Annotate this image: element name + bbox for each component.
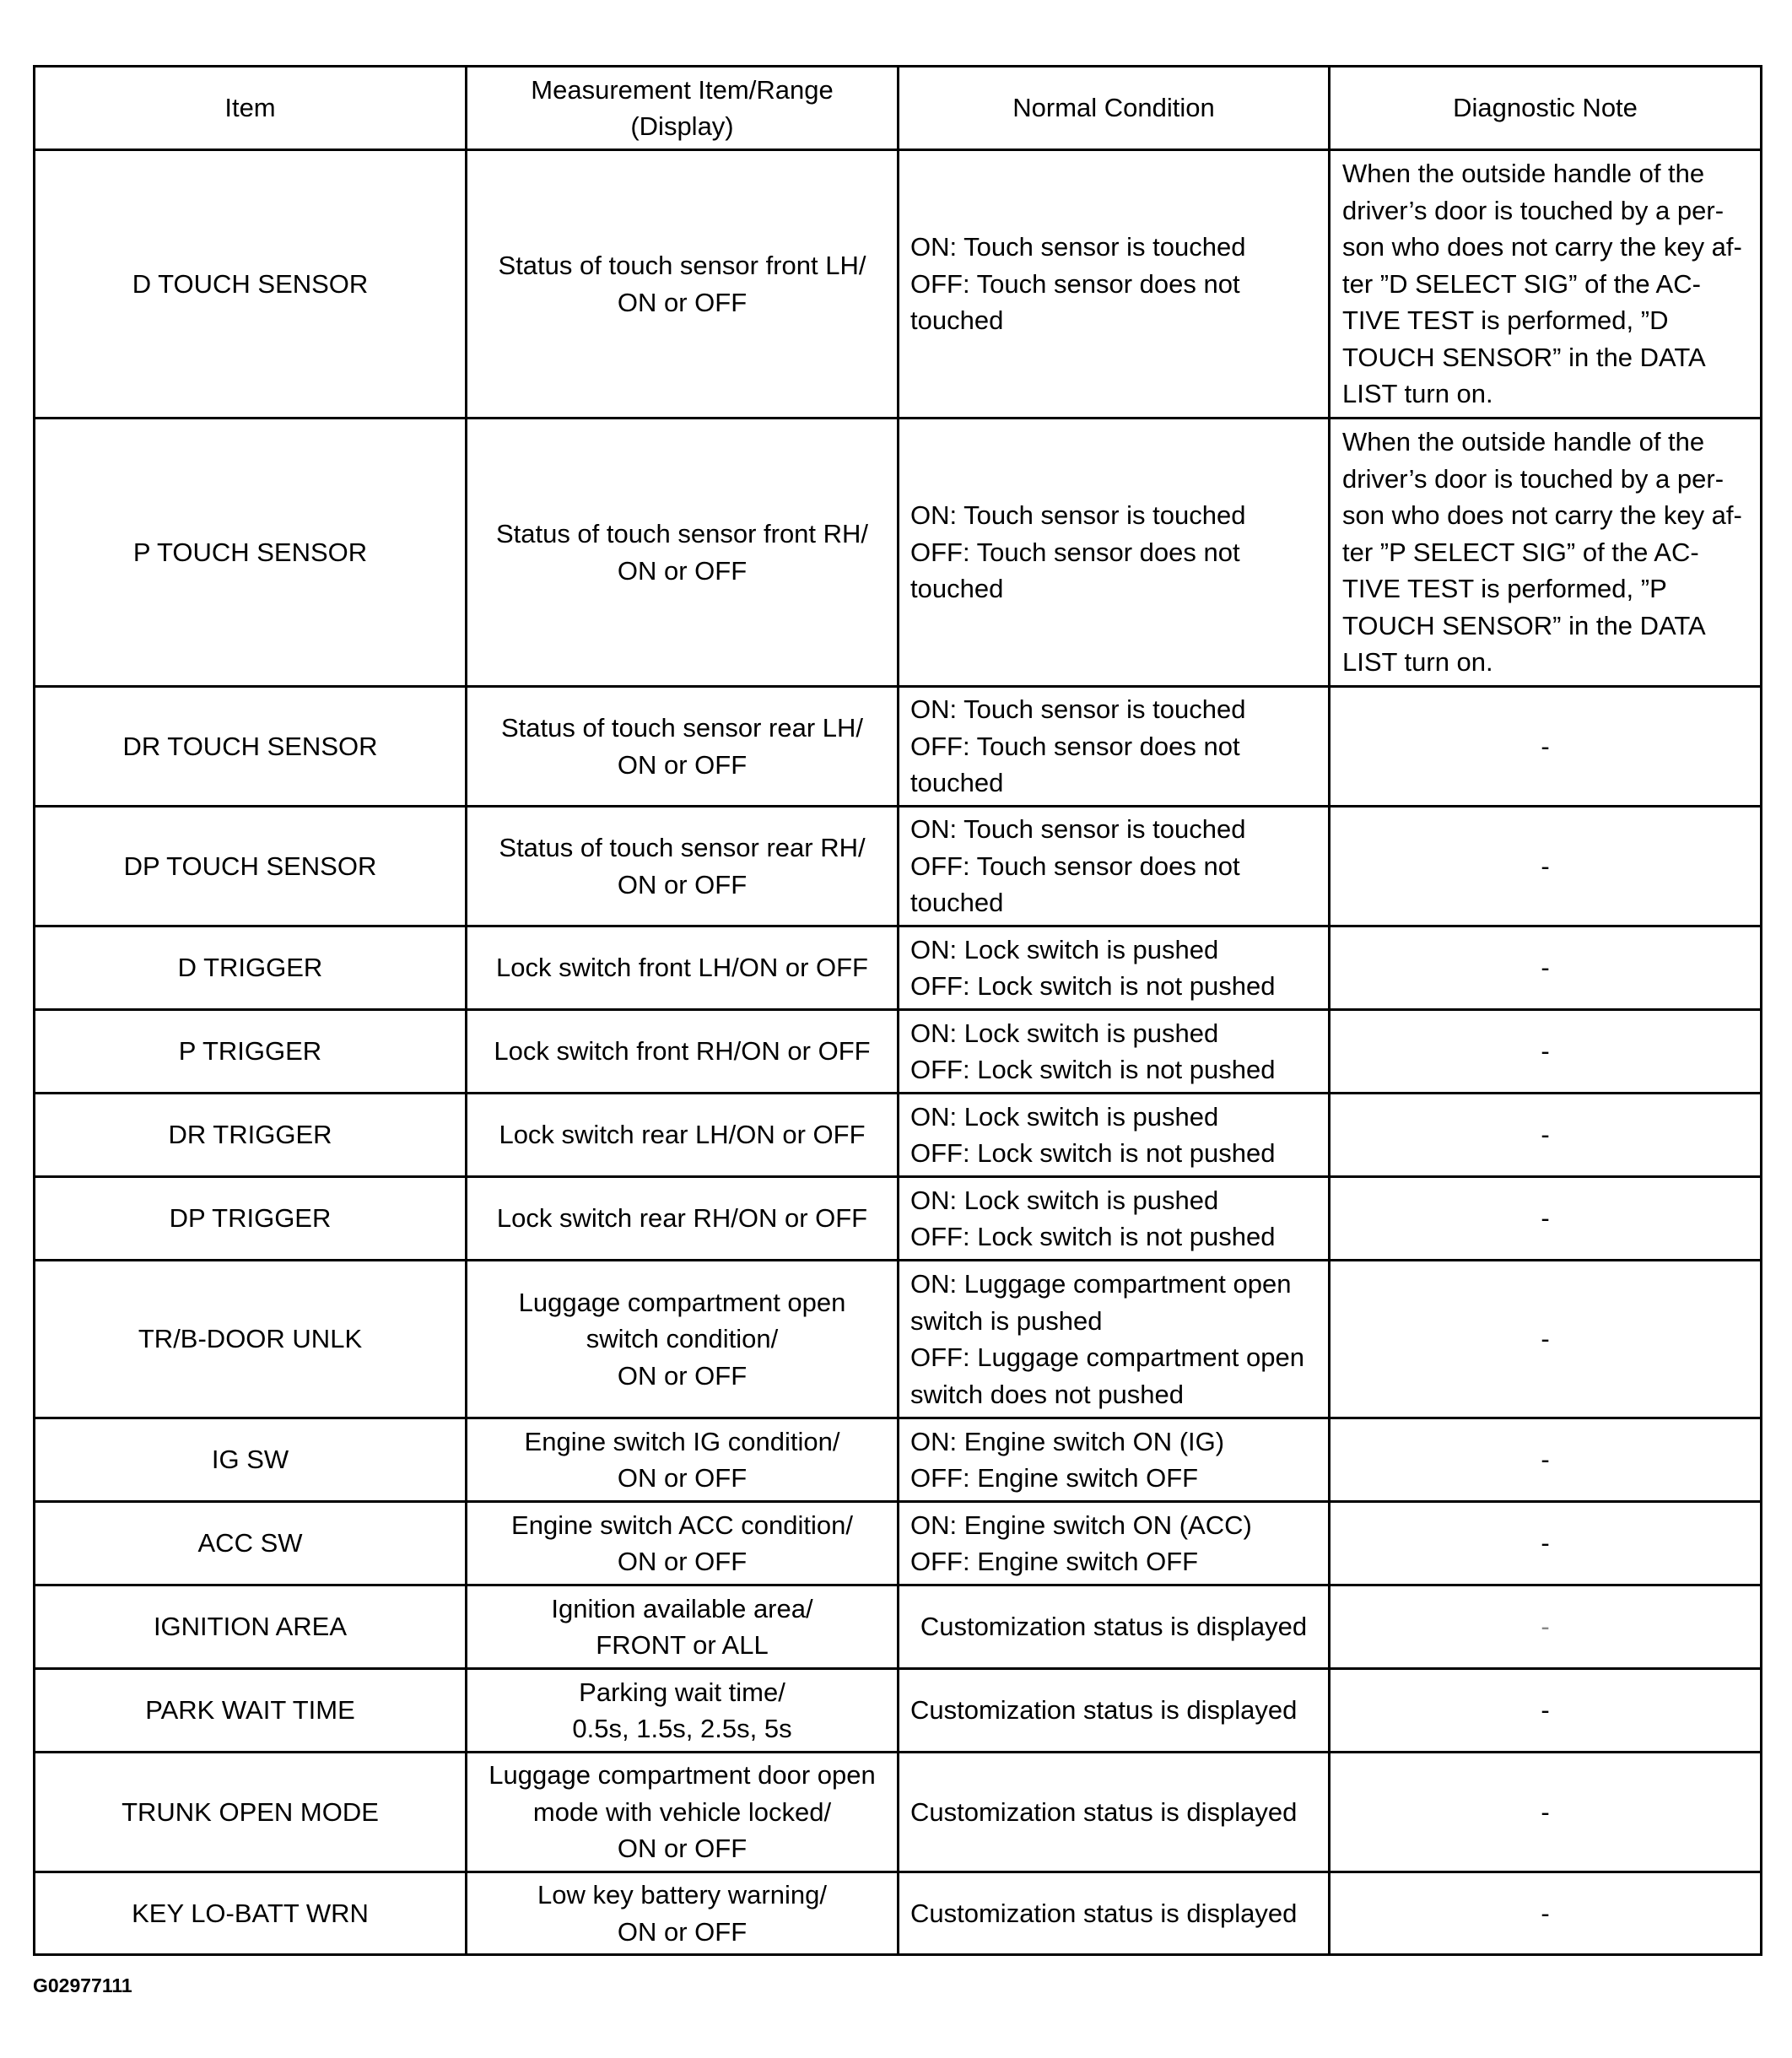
- normal-condition-cell: ON: Lock switch is pushed OFF: Lock switch is not pushed: [899, 1010, 1330, 1094]
- diagnostic-note-cell: When the outside handle of the driver’s door is touched by a per- son who does not carry the key af- ter ”D SELECT SIG” of the AC- TIVE TEST is performed, ”D TOUCH SENSOR” in the DATA LIST turn on.: [1330, 150, 1762, 419]
- diagnostic-note-cell: When the outside handle of the driver’s door is touched by a per- son who does not carry the key af- ter ”P SELECT SIG” of the AC- TIVE TEST is performed, ”P TOUCH SENSOR” in the DATA LIST turn on.: [1330, 419, 1762, 687]
- table-row: [35, 1502, 1762, 1585]
- normal-condition-cell: ON: Touch sensor is touched OFF: Touch sensor does not touched: [899, 150, 1330, 419]
- normal-condition-cell: ON: Touch sensor is touched OFF: Touch sensor does not touched: [899, 419, 1330, 687]
- item-cell: TRUNK OPEN MODE: [35, 1753, 467, 1872]
- measurement-cell: Low key battery warning/ ON or OFF: [467, 1872, 899, 1955]
- table-row: [35, 1177, 1762, 1261]
- measurement-cell: Status of touch sensor rear RH/ ON or OFF: [467, 807, 899, 926]
- header-normal-condition: Normal Condition: [899, 67, 1330, 150]
- diagnostic-note-cell: -: [1330, 1502, 1762, 1585]
- measurement-cell: Status of touch sensor front LH/ ON or OFF: [467, 150, 899, 419]
- diagnostic-note-cell: -: [1330, 1872, 1762, 1955]
- diagnostic-note-cell: -: [1330, 807, 1762, 926]
- data-list-table: [33, 65, 1762, 1956]
- diagnostic-note-cell: -: [1330, 1261, 1762, 1418]
- measurement-cell: Luggage compartment door open mode with vehicle locked/ ON or OFF: [467, 1753, 899, 1872]
- table-row: [35, 926, 1762, 1010]
- table-row: [35, 1261, 1762, 1418]
- normal-condition-cell: ON: Touch sensor is touched OFF: Touch sensor does not touched: [899, 687, 1330, 807]
- table-row: [35, 1872, 1762, 1955]
- diagnostic-note-cell: -: [1330, 1010, 1762, 1094]
- measurement-cell: Engine switch IG condition/ ON or OFF: [467, 1418, 899, 1502]
- normal-condition-cell: ON: Engine switch ON (ACC) OFF: Engine switch OFF: [899, 1502, 1330, 1585]
- item-cell: P TOUCH SENSOR: [35, 419, 467, 687]
- measurement-cell: Status of touch sensor rear LH/ ON or OFF: [467, 687, 899, 807]
- header-measurement: Measurement Item/Range (Display): [467, 67, 899, 150]
- header-item: Item: [35, 67, 467, 150]
- item-cell: KEY LO-BATT WRN: [35, 1872, 467, 1955]
- normal-condition-cell: Customization status is displayed: [899, 1669, 1330, 1753]
- normal-condition-cell: ON: Engine switch ON (IG) OFF: Engine switch OFF: [899, 1418, 1330, 1502]
- normal-condition-cell: Customization status is displayed: [899, 1585, 1330, 1669]
- measurement-cell: Lock switch front RH/ON or OFF: [467, 1010, 899, 1094]
- normal-condition-cell: Customization status is displayed: [899, 1872, 1330, 1955]
- normal-condition-cell: Customization status is displayed: [899, 1753, 1330, 1872]
- diagnostic-note-cell: -: [1330, 1177, 1762, 1261]
- table-row: [35, 419, 1762, 687]
- measurement-cell: Ignition available area/ FRONT or ALL: [467, 1585, 899, 1669]
- table-row: [35, 1753, 1762, 1872]
- item-cell: DP TOUCH SENSOR: [35, 807, 467, 926]
- diagnostic-note-cell: -: [1330, 687, 1762, 807]
- diagnostic-note-cell: -: [1330, 1094, 1762, 1177]
- diagnostic-note-cell: -: [1330, 1585, 1762, 1669]
- table-row: [35, 687, 1762, 807]
- table-row: [35, 1669, 1762, 1753]
- item-cell: DR TRIGGER: [35, 1094, 467, 1177]
- normal-condition-cell: ON: Lock switch is pushed OFF: Lock switch is not pushed: [899, 1177, 1330, 1261]
- normal-condition-cell: ON: Luggage compartment open switch is pushed OFF: Luggage compartment open switch does not pushed: [899, 1261, 1330, 1418]
- item-cell: PARK WAIT TIME: [35, 1669, 467, 1753]
- header-diagnostic-note: Diagnostic Note: [1330, 67, 1762, 150]
- diagnostic-note-cell: -: [1330, 1418, 1762, 1502]
- measurement-cell: Lock switch rear LH/ON or OFF: [467, 1094, 899, 1177]
- item-cell: D TRIGGER: [35, 926, 467, 1010]
- table-row: [35, 1094, 1762, 1177]
- measurement-cell: Status of touch sensor front RH/ ON or OFF: [467, 419, 899, 687]
- item-cell: DP TRIGGER: [35, 1177, 467, 1261]
- measurement-cell: Lock switch rear RH/ON or OFF: [467, 1177, 899, 1261]
- item-cell: D TOUCH SENSOR: [35, 150, 467, 419]
- item-cell: P TRIGGER: [35, 1010, 467, 1094]
- item-cell: ACC SW: [35, 1502, 467, 1585]
- item-cell: TR/B-DOOR UNLK: [35, 1261, 467, 1418]
- diagnostic-note-cell: -: [1330, 926, 1762, 1010]
- table-row: [35, 1585, 1762, 1669]
- table-row: [35, 150, 1762, 419]
- diagnostic-note-cell: -: [1330, 1753, 1762, 1872]
- measurement-cell: Luggage compartment open switch condition/ ON or OFF: [467, 1261, 899, 1418]
- normal-condition-cell: ON: Lock switch is pushed OFF: Lock switch is not pushed: [899, 1094, 1330, 1177]
- table-row: [35, 1010, 1762, 1094]
- measurement-cell: Lock switch front LH/ON or OFF: [467, 926, 899, 1010]
- figure-code: G02977111: [33, 1974, 132, 1996]
- header-row: [35, 67, 1762, 150]
- item-cell: IGNITION AREA: [35, 1585, 467, 1669]
- diagnostic-note-cell: -: [1330, 1669, 1762, 1753]
- normal-condition-cell: ON: Lock switch is pushed OFF: Lock switch is not pushed: [899, 926, 1330, 1010]
- table-row: [35, 1418, 1762, 1502]
- normal-condition-cell: ON: Touch sensor is touched OFF: Touch sensor does not touched: [899, 807, 1330, 926]
- table-row: [35, 807, 1762, 926]
- item-cell: IG SW: [35, 1418, 467, 1502]
- measurement-cell: Parking wait time/ 0.5s, 1.5s, 2.5s, 5s: [467, 1669, 899, 1753]
- item-cell: DR TOUCH SENSOR: [35, 687, 467, 807]
- measurement-cell: Engine switch ACC condition/ ON or OFF: [467, 1502, 899, 1585]
